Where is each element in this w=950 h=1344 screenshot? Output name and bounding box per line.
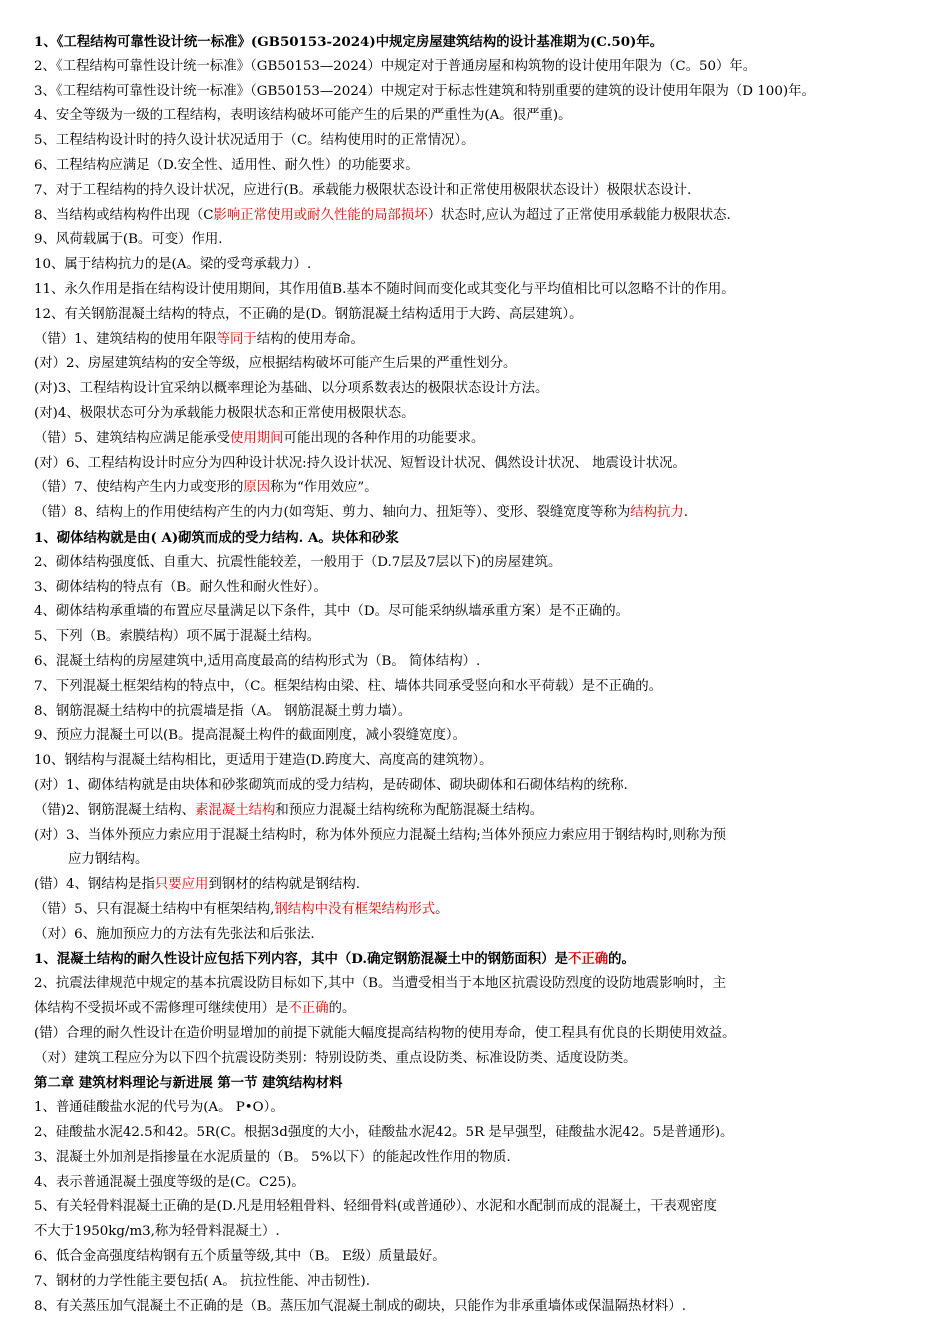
text-line [34, 1146, 922, 1171]
line-text: （错）5、只有混凝土结构中有框架结构, [34, 901, 275, 917]
line-text: 。 [435, 901, 449, 917]
line-text: 1、《工程结构可靠性设计统一标准》(GB50153-2024)中规定房屋建筑结构的设计基准期为(C.50)年。 [34, 34, 664, 50]
line-text: (错）合理的耐久性设计在造价明显增加的前提下就能大幅度提高结构物的使用寿命，使工程具有优良的长期使用效益。 [34, 1025, 736, 1041]
highlighted-text: 钢结构中没有框架结构形式 [274, 901, 436, 917]
line-text: 10、钢结构与混凝土结构相比，更适用于建造(D.跨度大、高度高的建筑物）。 [34, 753, 493, 769]
text-line [34, 600, 922, 625]
line-text: 7、对于工程结构的持久设计状况，应进行(B。承载能力极限状态设计和正常使用极限状态设计）极限状态设计. [34, 182, 692, 198]
text-line [34, 104, 922, 129]
line-text: （对）6、施加预应力的方法有先张法和后张法. [34, 926, 315, 942]
text-line [34, 204, 922, 229]
section-heading [34, 30, 922, 55]
section-heading [34, 947, 922, 972]
line-text: 2、《工程结构可靠性设计统一标准》（GB50153—2024）中规定对于普通房屋和构筑物的设计使用年限为（C。50）年。 [34, 58, 757, 74]
text-line [34, 551, 922, 576]
line-text: 到钢材的结构就是钢结构. [208, 877, 360, 893]
line-text: 体结构不受损坏或不需修理可继续使用）是 [34, 1001, 289, 1017]
text-line [34, 402, 922, 427]
text-line [34, 328, 922, 353]
line-text: 应力钢结构。 [68, 852, 149, 868]
text-line [34, 228, 922, 253]
line-text: (对）1、砌体结构就是由块体和砂浆砌筑而成的受力结构，是砖砌体、砌块砌体和石砌体结构的统称. [34, 777, 628, 793]
highlighted-text: 使用期间 [230, 430, 284, 446]
line-text: 不大于1950kg/m3,称为轻骨料混凝土）. [34, 1224, 280, 1240]
text-line [34, 898, 922, 923]
line-text: 2、砌体结构强度低、自重大、抗震性能较差，一般用于（D.7层及7层以下)的房屋建筑。 [34, 554, 562, 570]
line-text: 7、下列混凝土框架结构的特点中，（C。框架结构由梁、柱、墙体共同承受竖向和水平荷载）是不正确的。 [34, 678, 663, 694]
line-text: 3、混凝土外加剂是指掺量在水泥质量的（B。 5%以下）的能起改性作用的物质. [34, 1149, 511, 1165]
line-text: 2、抗震法律规范中规定的基本抗震设防目标如下,其中（B。当遭受相当于本地区抗震设防烈度的设防地震影响时，主 [34, 976, 727, 992]
line-text: （对）建筑工程应分为以下四个抗震设防类别：特别设防类、重点设防类、标准设防类、适度设防类。 [34, 1050, 637, 1066]
line-text: （错)2、钢筋混凝土结构、 [34, 802, 196, 818]
line-text: 结构的使用寿命。 [256, 331, 364, 347]
text-line [34, 650, 922, 675]
highlighted-text: 等同于 [216, 331, 257, 347]
text-line [34, 427, 922, 452]
line-text: （错）8、结构上的作用使结构产生的内力(如弯矩、剪力、轴向力、扭矩等）、变形、裂缝宽度等称为 [34, 505, 631, 521]
line-text: 的。 [608, 951, 635, 968]
text-line [34, 253, 922, 278]
line-text: 4、砌体结构承重墙的布置应尽量满足以下条件，其中（D。尽可能采纳纵墙承重方案）是不正确的。 [34, 604, 630, 620]
line-text: 9、风荷载属于(B。可变）作用. [34, 232, 223, 248]
line-text: 称为“作用效应”。 [270, 480, 378, 496]
highlighted-text: 不正确 [567, 951, 609, 968]
line-text: . [683, 505, 689, 521]
text-line [34, 625, 922, 650]
line-text: （错）7、使结构产生内力或变形的 [34, 480, 244, 496]
line-text: (对)4、极限状态可分为承载能力极限状态和正常使用极限状态。 [34, 405, 415, 421]
text-line [34, 1171, 922, 1196]
line-text: 6、工程结构应满足（D.安全性、适用性、耐久性）的功能要求。 [34, 157, 419, 173]
line-text: 10、属于结构抗力的是(A。梁的受弯承载力）. [34, 257, 312, 273]
line-text: （错）5、建筑结构应满足能承受 [34, 430, 230, 446]
line-text: (对）6、工程结构设计时应分为四种设计状况:持久设计状况、短暂设计状况、偶然设计状况、 地震设计状况。 [34, 455, 686, 471]
line-text: 8、当结构或结构构件出现（C [34, 207, 214, 223]
line-text: 4、表示普通混凝土强度等级的是(C。C25)。 [34, 1174, 305, 1190]
section-heading [34, 526, 922, 551]
text-line [34, 55, 922, 80]
line-text: 8、钢筋混凝土结构中的抗震墙是指（A。 钢筋混凝土剪力墙）。 [34, 703, 412, 719]
line-text: 2、硅酸盐水泥42.5和42。5R(C。根据3d强度的大小，硅酸盐水泥42。5R 是早强型，硅酸盐水泥42。5是普通形)。 [34, 1125, 734, 1141]
text-line [34, 377, 922, 402]
highlighted-text: 原因 [243, 480, 271, 496]
line-text: 11、永久作用是指在结构设计使用期间，其作用值B.基本不随时间而变化或其变化与平均值相比可以忽略不计的作用。 [34, 281, 735, 297]
text-line [34, 80, 922, 105]
text-line [34, 1047, 922, 1072]
line-text: 8、有关蒸压加气混凝土不正确的是（B。蒸压加气混凝土制成的砌块，只能作为非承重墙体或保温隔热材料）. [34, 1298, 686, 1314]
text-line [34, 278, 922, 303]
text-line [34, 923, 922, 948]
text-line [34, 700, 922, 725]
line-text: 7、钢材的力学性能主要包括( A。 抗拉性能、冲击韧性). [34, 1273, 370, 1289]
line-text: 6、低合金高强度结构钢有五个质量等级,其中（B。 E级）质量最好。 [34, 1249, 446, 1265]
text-line [34, 501, 922, 526]
line-text: 可能出现的各种作用的功能要求。 [283, 430, 485, 446]
text-line [34, 724, 922, 749]
line-text: 1、混凝土结构的耐久性设计应包括下列内容，其中（D.确定钢筋混凝土中的钢筋面积）是 [34, 951, 568, 968]
text-line [34, 774, 922, 799]
text-line [34, 1096, 922, 1121]
highlighted-text: 影响正常使用或耐久性能的局部损坏 [213, 207, 428, 223]
line-text: 12、有关钢筋混凝土结构的特点，不正确的是(D。钢筋混凝土结构适用于大跨、高层建筑）。 [34, 306, 583, 322]
text-line [34, 1295, 922, 1320]
text-line [34, 1121, 922, 1146]
line-text: 6、混凝土结构的房屋建筑中,适用高度最高的结构形式为（B。 简体结构）. [34, 653, 481, 669]
line-text: 4、安全等级为一级的工程结构，表明该结构破坏可能产生的后果的严重性为(A。很严重)。 [34, 108, 572, 124]
text-line [34, 824, 922, 849]
text-line [34, 1195, 922, 1220]
line-text: (对)3、工程结构设计宜采纳以概率理论为基础、以分项系数表达的极限状态设计方法。 [34, 381, 549, 397]
line-text: （错）1、建筑结构的使用年限 [34, 331, 217, 347]
line-text: (对）3、当体外预应力索应用于混凝土结构时，称为体外预应力混凝土结构;当体外预应力索应用于钢结构时,则称为预 [34, 827, 727, 843]
text-line [34, 1022, 922, 1047]
text-line [34, 749, 922, 774]
line-text: 和预应力混凝土结构统称为配筋混凝土结构。 [275, 802, 544, 818]
text-line [34, 129, 922, 154]
text-line [34, 873, 922, 898]
text-line [34, 997, 922, 1022]
line-text: 1、砌体结构就是由( A)砌筑而成的受力结构. A。块体和砂浆 [34, 529, 399, 546]
text-line [34, 848, 922, 873]
highlighted-text: 只要应用 [154, 877, 209, 893]
line-text: (错）4、钢结构是指 [34, 877, 155, 893]
text-line [34, 972, 922, 997]
line-text: 第二章 建筑材料理论与新进展 第一节 建筑结构材料 [34, 1075, 343, 1092]
line-text: ）状态时,应认为超过了正常使用承载能力极限状态. [427, 207, 731, 223]
text-line [34, 476, 922, 501]
text-line [34, 799, 922, 824]
highlighted-text: 素混凝土结构 [195, 802, 276, 818]
section-heading [34, 1071, 922, 1096]
text-line [34, 576, 922, 601]
line-text: 5、工程结构设计时的持久设计状况适用于（C。结构使用时的正常情况）。 [34, 133, 475, 149]
line-text: 的。 [328, 1001, 356, 1017]
line-text: 1、普通硅酸盐水泥的代号为(A。 P•O）。 [34, 1100, 284, 1116]
text-line [34, 452, 922, 477]
text-line [34, 1220, 922, 1245]
text-line [34, 1245, 922, 1270]
line-text: 3、《工程结构可靠性设计统一标准》（GB50153—2024）中规定对于标志性建筑和特别重要的建筑的设计使用年限为（D 100)年。 [34, 83, 815, 99]
line-text: 5、有关轻骨料混凝土正确的是(D.凡是用轻粗骨料、轻细骨料(或普通砂）、水泥和水配制而成的混凝土，干表观密度 [34, 1199, 717, 1215]
text-line [34, 352, 922, 377]
line-text: 5、下列（B。索膜结构）项不属于混凝土结构。 [34, 629, 321, 645]
text-line [34, 179, 922, 204]
text-line [34, 1270, 922, 1295]
text-line [34, 154, 922, 179]
line-text: 3、砌体结构的特点有（B。耐久性和耐火性好）。 [34, 579, 327, 595]
text-line [34, 675, 922, 700]
text-line [34, 303, 922, 328]
line-text: (对）2、房屋建筑结构的安全等级，应根据结构破坏可能产生后果的严重性划分。 [34, 356, 517, 372]
highlighted-text: 不正确 [288, 1001, 329, 1017]
line-text: 9、预应力混凝土可以(B。提高混凝土构件的截面刚度，减小裂缝宽度）。 [34, 728, 466, 744]
highlighted-text: 结构抗力 [630, 505, 684, 521]
